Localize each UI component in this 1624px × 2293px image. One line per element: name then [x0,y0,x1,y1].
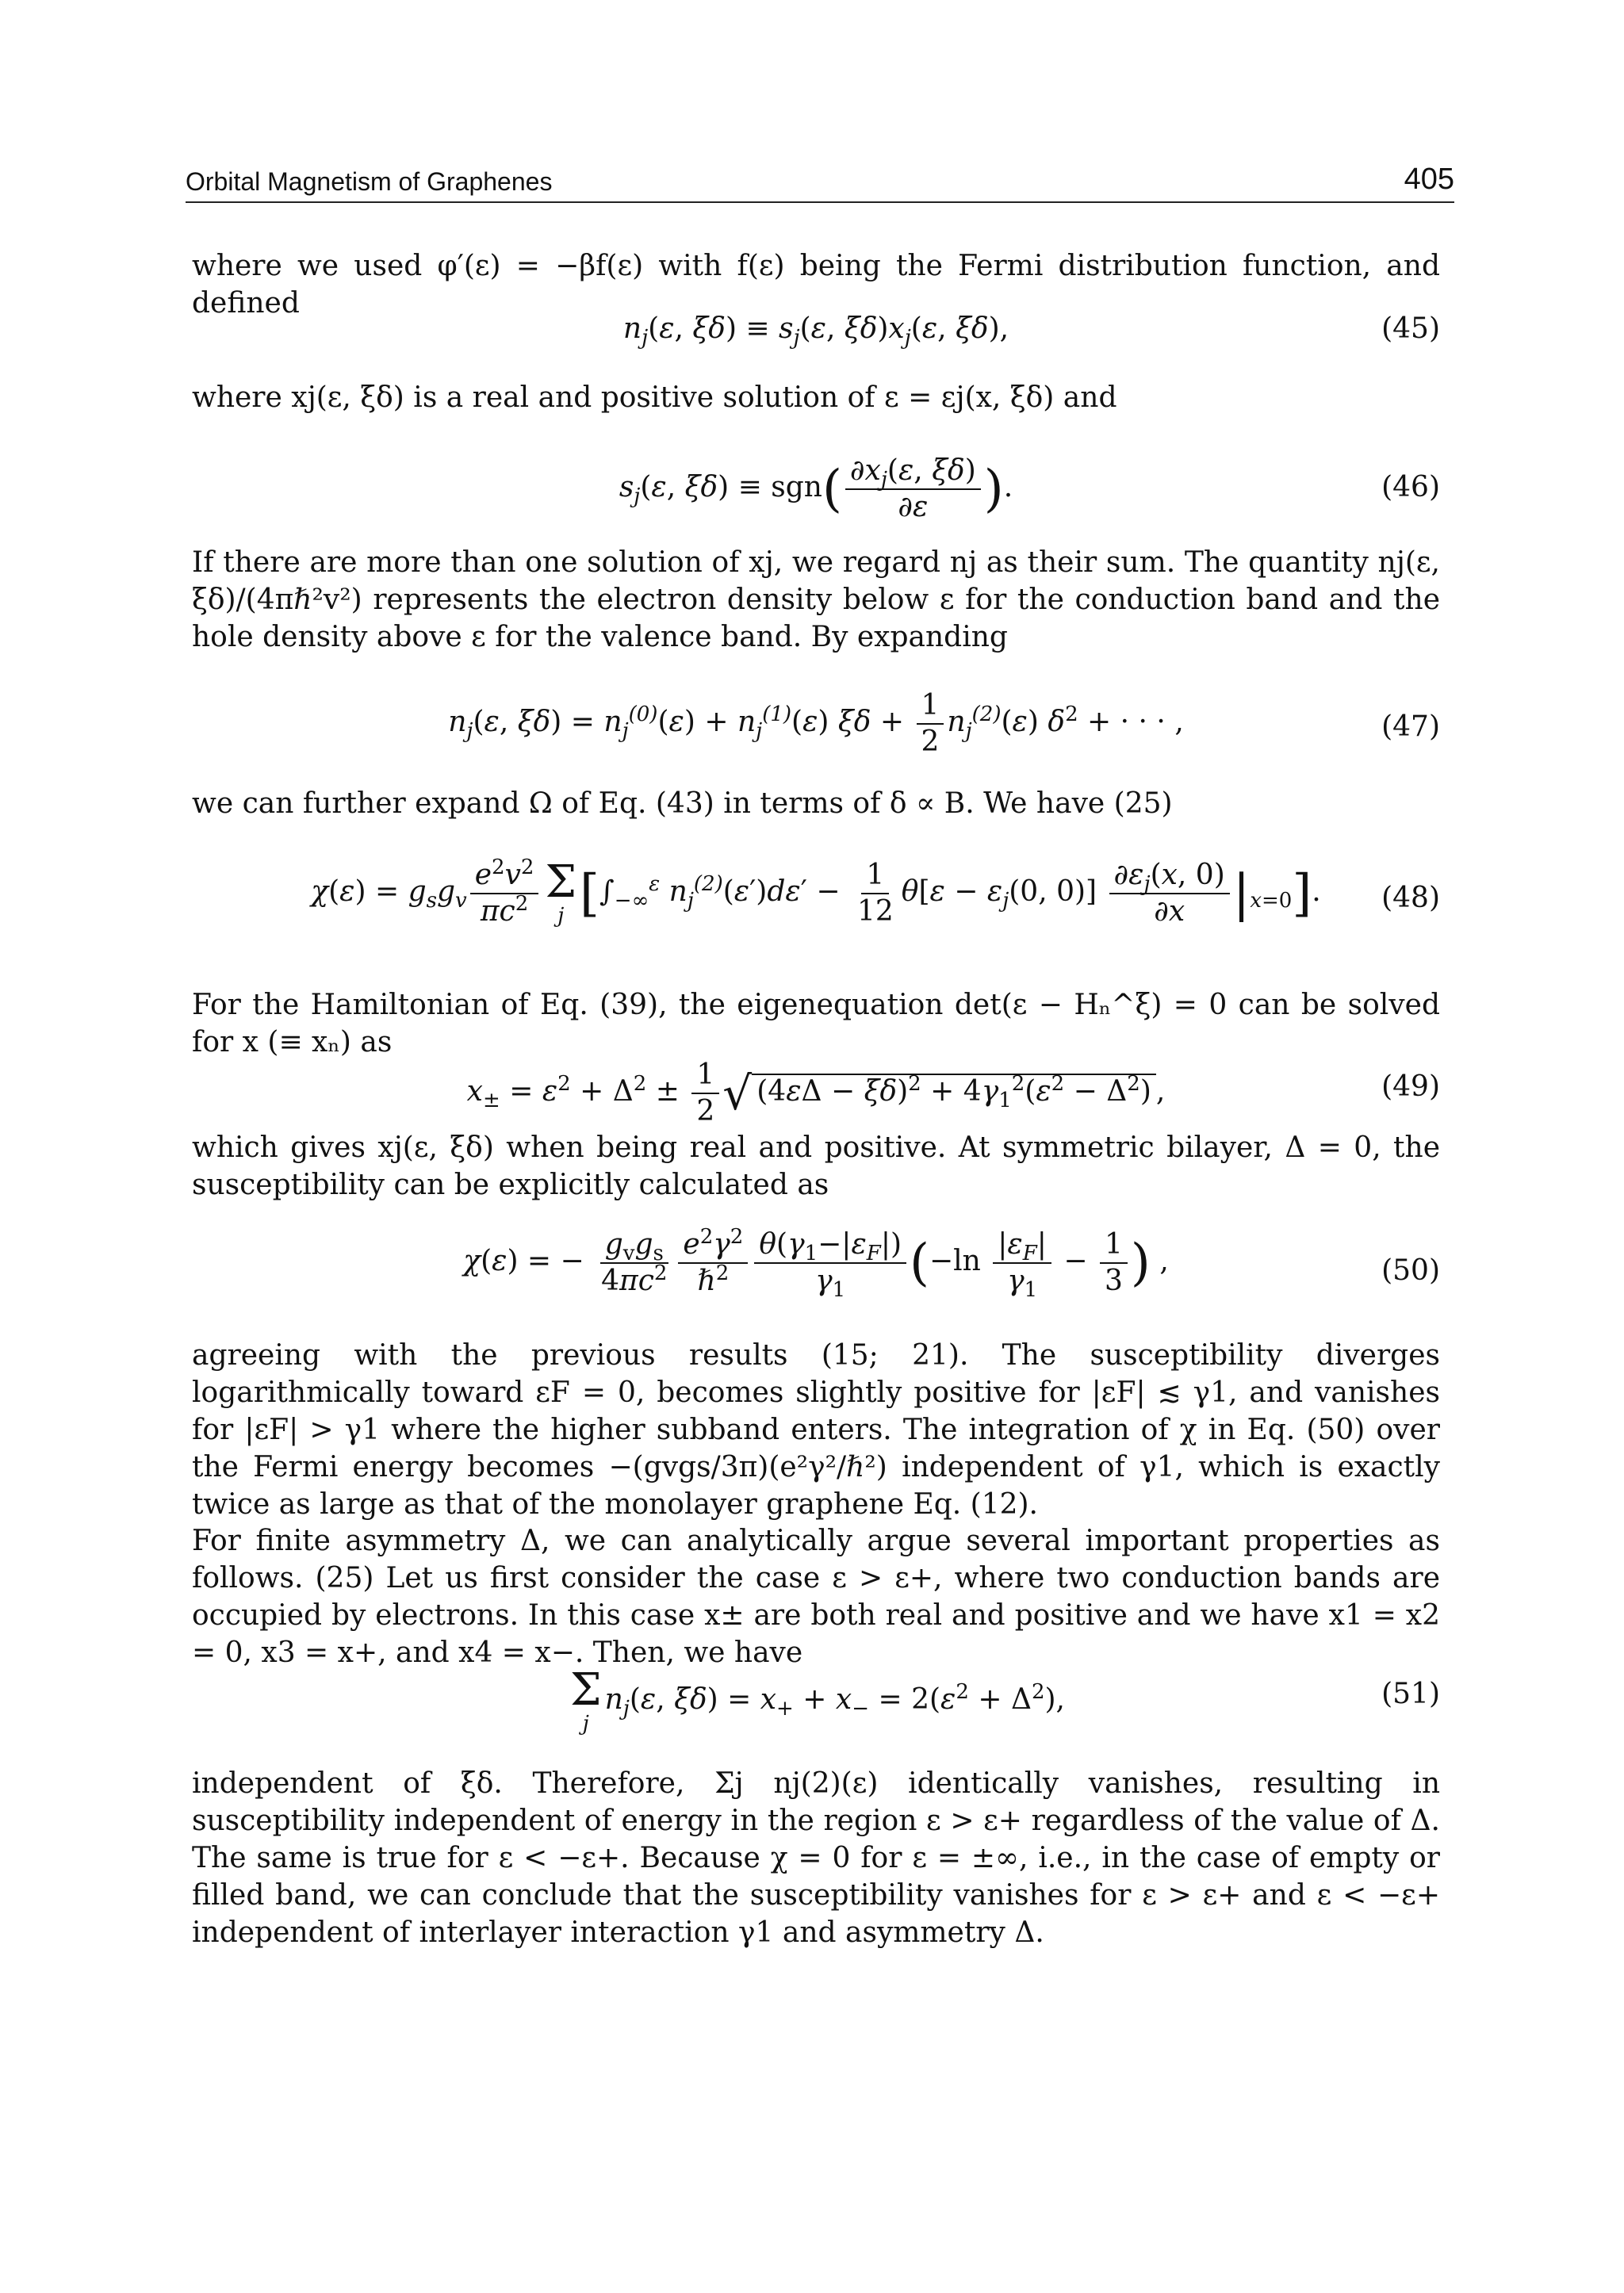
paragraph-3: If there are more than one solution of xj, we regard nj as their sum. The quantity nj(ε, ξδ)/(4πℏ²v²) represents the electron density below ε for the conduction band and the hole density above ε for the valence band. By expanding [192,546,1440,653]
paragraph-4: we can further expand Ω of Eq. (43) in terms of δ ∝ B. We have (25) [192,787,1173,820]
equation-45: $n_j(\varepsilon$, $\xi\delta) \equiv s_j(\varepsilon$, $\xi\delta)x_j(\varepsilon$, ξδ), (45) [622,312,1440,350]
equation-number-45: (45) [1381,312,1440,345]
paragraph-6: which gives xj(ε, ξδ) when being real and positive. At symmetric bilayer, Δ = 0, the susceptibility can be explicitly calculated as [192,1131,1440,1201]
equation-number-49: (49) [1381,1070,1440,1103]
equation-number-46: (46) [1381,471,1440,503]
page-number: 405 [1404,163,1454,196]
equation-51: Σ j $n_j(\varepsilon$, $\xi\delta) = x_+ + x_- = 2(\varepsilon^2 + \Delta^2)$, (51) [570,1664,1440,1736]
equation-number-48: (48) [1381,882,1440,914]
paragraph-9: independent of ξδ. Therefore, Σj nj(2)(ε) identically vanishes, resulting in susceptibility independent of energy in the region ε > ε+ regardless of the value of Δ. The same is true for ε < −ε+. Because χ = 0 for ε = ±∞, i.e., in the case of empty or filled band, we can conclude that the susceptibility vanishes for ε > ε+ and ε < −ε+ independent of interlayer interaction γ1 and asymmetry Δ. [192,1767,1440,1949]
equation-number-47: (47) [1381,710,1440,743]
equation-49: $x_\pm = \varepsilon^2 + \Delta^2$ ± $\frac{1}{2}$ √ $(4\varepsilon\Delta - \xi\delta)^2 + 4\gamma_1^2(\varepsilon^2 - \Delta^2)$ , (49) [466,1058,1440,1127]
paragraph-5: For the Hamiltonian of Eq. (39), the eigenequation det(ε − Hₙ^ξ) = 0 can be solved for x (≡ xₙ) as [192,989,1440,1058]
running-title: Orbital Magnetism of Graphenes [186,167,553,196]
equation-number-51: (51) [1381,1678,1440,1710]
equation-48: $\chi(\varepsilon) = g_sg_v$ $\frac{e^2v^2}{\pi c^2}$ Σ j [$\int_{-\infty}^\varepsilon$ $n_j^{(2)}(\varepsilon')d\varepsilon'$ − $\frac{1}{12}$ $\theta[\varepsilon - \varepsilon_j(0$, 0)] $\frac{\partial\varepsilon_j(x, 0)}{\partial x}$ $|_{x=0}$]. (48) [311,856,1440,928]
paragraph-8: For finite asymmetry Δ, we can analytically argue several important properties as follows. (25) Let us first consider the case ε > ε+, where two conduction bands are occupied by electrons. In this case x± are both real and positive and we have x1 = x2 = 0, x3 = x+, and x4 = x−. Then, we have [192,1525,1440,1669]
paragraph-2: where xj(ε, ξδ) is a real and positive solution of ε = εj(x, ξδ) and [192,381,1117,414]
running-header [186,165,1454,203]
equation-50: χ(ε) = − $\frac{g_vg_s}{4\pi c^2}$ $\frac{e^2\gamma^2}{\hbar^2}$ $\frac{\theta(\gamma_1-|\varepsilon_F|)}{\gamma_1}$ (−ln $\frac{|\varepsilon_F|}{\gamma_1}$ − $\frac{1}{3}$ ) , (50) [463,1225,1440,1303]
paragraph-7: agreeing with the previous results (15; 21). The susceptibility diverges logarithmically toward εF = 0, becomes slightly positive for |εF| ≲ γ1, and vanishes for |εF| > γ1 where the higher subband enters. The integration of χ in Eq. (50) over the Fermi energy becomes −(gvgs/3π)(e²γ²/ℏ²) independent of γ1, which is exactly twice as large as that of the monolayer graphene Eq. (12). [192,1339,1440,1521]
paragraph-1: where we used φ′(ε) = −βf(ε) with f(ε) being the Fermi distribution function, and defined [192,250,1440,320]
equation-46: $s_j(\varepsilon$, ξδ) ≡ sgn( $\frac{\partial x_j(\varepsilon, \xi\delta)}{\partial\varepsilon}$ ). (46) [619,454,1440,523]
equation-number-50: (50) [1381,1254,1440,1287]
equation-47: $n_j(\varepsilon$, $\xi\delta) = n_j^{(0)}(\varepsilon) + n_j^{(1)}(\varepsilon) \xi\delta$ + $\frac{1}{2}$ $n_j^{(2)}(\varepsilon) \delta^2$ + · · · , (47) [448,689,1440,758]
